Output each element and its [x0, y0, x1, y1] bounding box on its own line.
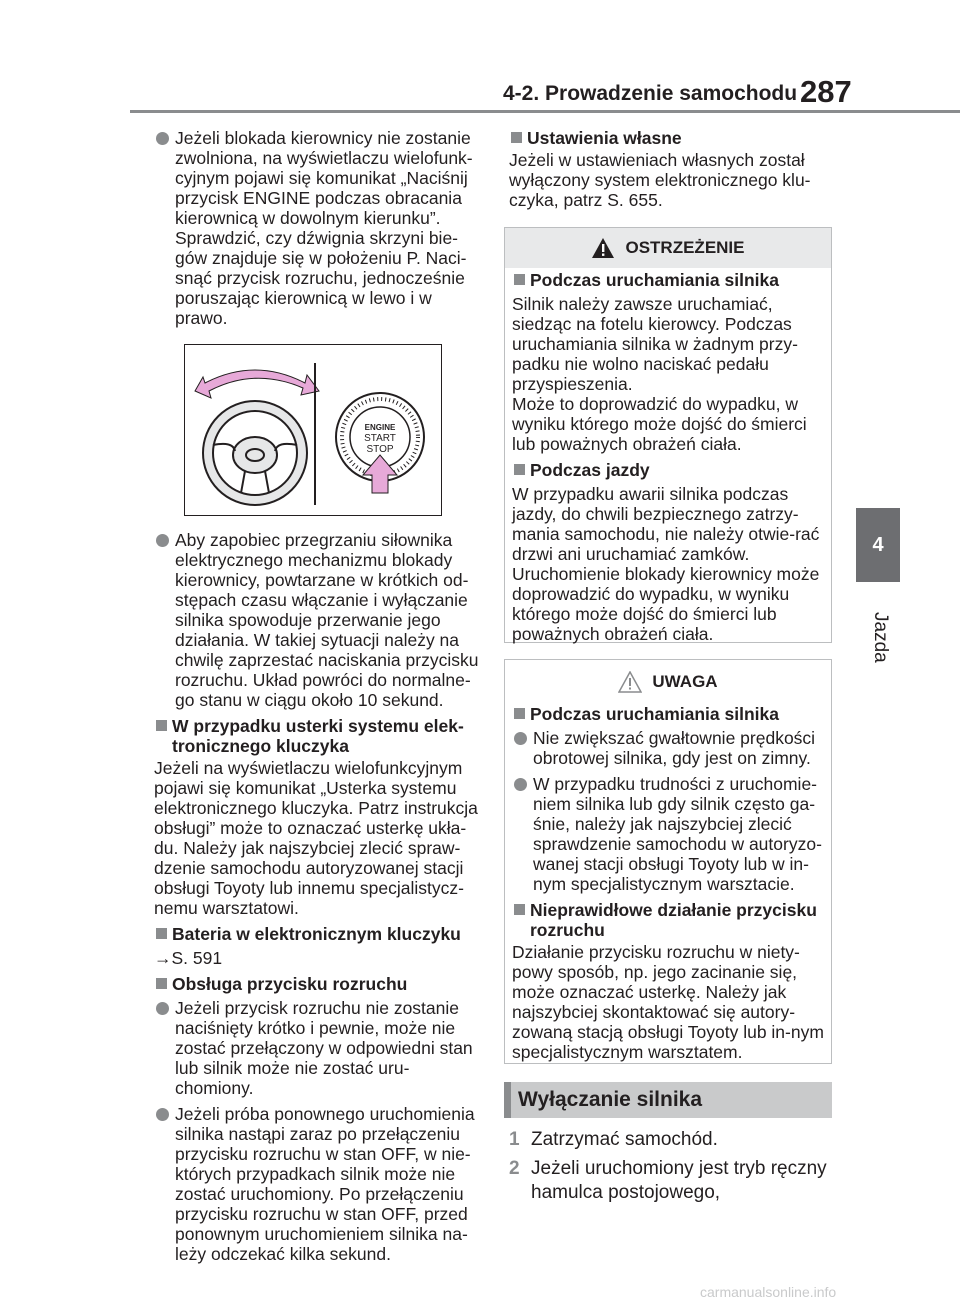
button-label-start: START	[364, 433, 396, 444]
chapter-tab[interactable]	[856, 508, 900, 582]
heading-button-operation: Obsługa przycisku rozruchu	[154, 974, 480, 994]
heading-custom-settings: Ustawienia własne	[509, 128, 831, 148]
step-number: 1	[509, 1129, 520, 1150]
step-number: 2	[509, 1158, 520, 1179]
section-heading-bar	[504, 1082, 832, 1118]
caution-header	[505, 660, 831, 704]
left-column	[154, 128, 480, 1270]
warning-para-1: Silnik należy zawsze uruchamiać, siedząc na fotelu kierowcy. Podczas uruchamiania silnika w żadnym przy-padku nie wolno naciskać pedału przyspieszenia.	[512, 294, 798, 394]
warning-box	[504, 227, 832, 643]
warning-heading-driving: Podczas jazdy	[512, 460, 824, 480]
step-text: Zatrzymać samochód.	[531, 1129, 718, 1150]
steering-wheel-icon	[203, 401, 307, 505]
warning-para-2: Może to doprowadzić do wypadku, w wyniku którego może dojść do śmierci lub poważnych obrażeń ciała.	[512, 394, 807, 454]
steering-wheel-and-button-illustration	[185, 345, 441, 515]
para-custom-settings: Jeżeli w ustawieniach własnych został wyłączony system elektronicznego klu-czyka, patrz S. 655.	[509, 150, 811, 210]
caution-box	[504, 659, 832, 1064]
bullet-press-firmly: Jeżeli przycisk rozruchu nie zostanie naciśnięty krótko i pewnie, może nie zostać przełączony w odpowiedni stan lub silnik może nie zostać uru-chomiony.	[154, 998, 480, 1098]
para-key-fault: Jeżeli na wyświetlaczu wielofunkcyjnym pojawi się komunikat „Usterka systemu elektronicznego kluczyka. Patrz instrukcja obsługi” może to oznaczać usterkę ukła-du. Należy jak najszybciej zlecić spraw-dzenie samochodu autoryzowanej stacji obsługi Toyoty lub innemu specjalistycz-nemu warsztatowi.	[154, 758, 478, 918]
bullet-restart-wait: Jeżeli próba ponownego uruchomienia silnika nastąpi zaraz po przełączeniu przycisku rozruchu w stan OFF, w nie-których przypadkach silnik może nie zostać uruchomiony. Po przełączeniu przycisku rozruchu w stan OFF, przed ponownym uruchomieniem silnika na-leży odczekać kilka sekund.	[154, 1104, 480, 1264]
bullet-steering-lock: Jeżeli blokada kierownicy nie zostanie zwolniona, na wyświetlaczu wielofunk-cyjnym pojawi się komunikat „Naciśnij przycisk ENGINE podczas obracania kierownicą w dowolnym kierunku”. Sprawdzić, czy dźwignia skrzyni bie-gów znajduje się w położeniu P. Naci-snąć przycisk rozruchu, jednocześnie poruszając kierownicą w lewo i w prawo.	[154, 128, 480, 328]
warning-heading-starting: Podczas uruchamiania silnika	[512, 270, 824, 290]
heading-key-fault: W przypadku usterki systemu elek-tronicznego kluczyka	[154, 716, 480, 756]
step-item	[509, 1157, 831, 1205]
page-reference-link[interactable]: →S. 591	[154, 948, 223, 968]
chapter-label: Jazda	[870, 612, 891, 663]
steering-figure	[184, 344, 442, 516]
button-label-engine: ENGINE	[364, 423, 396, 432]
caution-title: UWAGA	[652, 672, 718, 691]
warning-triangle-icon	[591, 237, 615, 259]
watermark: carmanualsonline.info	[700, 1284, 837, 1300]
rotate-arrow-icon	[195, 370, 319, 398]
caution-bullet-cold-engine: Nie zwiększać gwałtownie prędkości obrotowej silnika, gdy jest on zimny.	[512, 728, 824, 768]
warning-header	[505, 228, 831, 268]
caution-heading-button-malfunction: Nieprawidłowe działanie przycisku rozruchu	[512, 900, 824, 940]
caution-para-malfunction: Działanie przycisku rozruchu w niety-powy sposób, np. jego zacinanie się, może oznaczać usterkę. Należy jak najszybciej skontaktować się autory-zowaną stacją obsługi Toyoty lub in-nym specjalistycznym warsztatem.	[512, 942, 824, 1062]
caution-bullet-starting-trouble: W przypadku trudności z uruchomie-niem silnika lub gdy silnik często ga-śnie, należy jak najszybciej zlecić sprawdzenie samochodu w autoryzo-wanej stacji obsługi Toyoty lub w in-nym specjalistycznym warsztacie.	[512, 774, 824, 894]
section-heading: Wyłączanie silnika	[518, 1088, 703, 1111]
step-text: Jeżeli uruchomiony jest tryb ręczny hamulca postojowego,	[531, 1158, 827, 1203]
chapter-number: 4	[872, 533, 884, 556]
bullet-overheat: Aby zapobiec przegrzaniu siłownika elektrycznego mechanizmu blokady kierownicy, powtarzane w krótkich od-stępach czasu włączanie i wyłączanie silnika spowoduje przerwanie jego działania. W takiej sytuacji należy na chwilę zaprzestać naciskania przycisku rozruchu. Układ powróci do normalne-go stanu w ciągu około 10 sekund.	[154, 530, 480, 710]
header-rule	[130, 110, 960, 113]
caution-triangle-icon	[618, 671, 642, 693]
warning-para-3: W przypadku awarii silnika podczas jazdy, do chwili bezpiecznego zatrzy-mania samochodu, nie należy otwie-rać drzwi ani uruchamiać zamków. Uruchomienie blokady kierownicy może doprowadzić do wypadku, w wyniku którego może dojść do śmierci lub poważnych obrażeń ciała.	[512, 484, 820, 644]
button-label-stop: STOP	[366, 444, 394, 455]
steps-list	[509, 1128, 831, 1210]
header-section-title: 4-2. Prowadzenie samochodu	[503, 82, 798, 105]
caution-heading-starting: Podczas uruchamiania silnika	[512, 704, 824, 724]
page-number: 287	[800, 74, 852, 109]
step-item	[509, 1128, 831, 1152]
right-column	[509, 128, 831, 216]
heading-key-battery: Bateria w elektronicznym kluczyku	[154, 924, 480, 944]
warning-title: OSTRZEŻENIE	[625, 238, 745, 257]
